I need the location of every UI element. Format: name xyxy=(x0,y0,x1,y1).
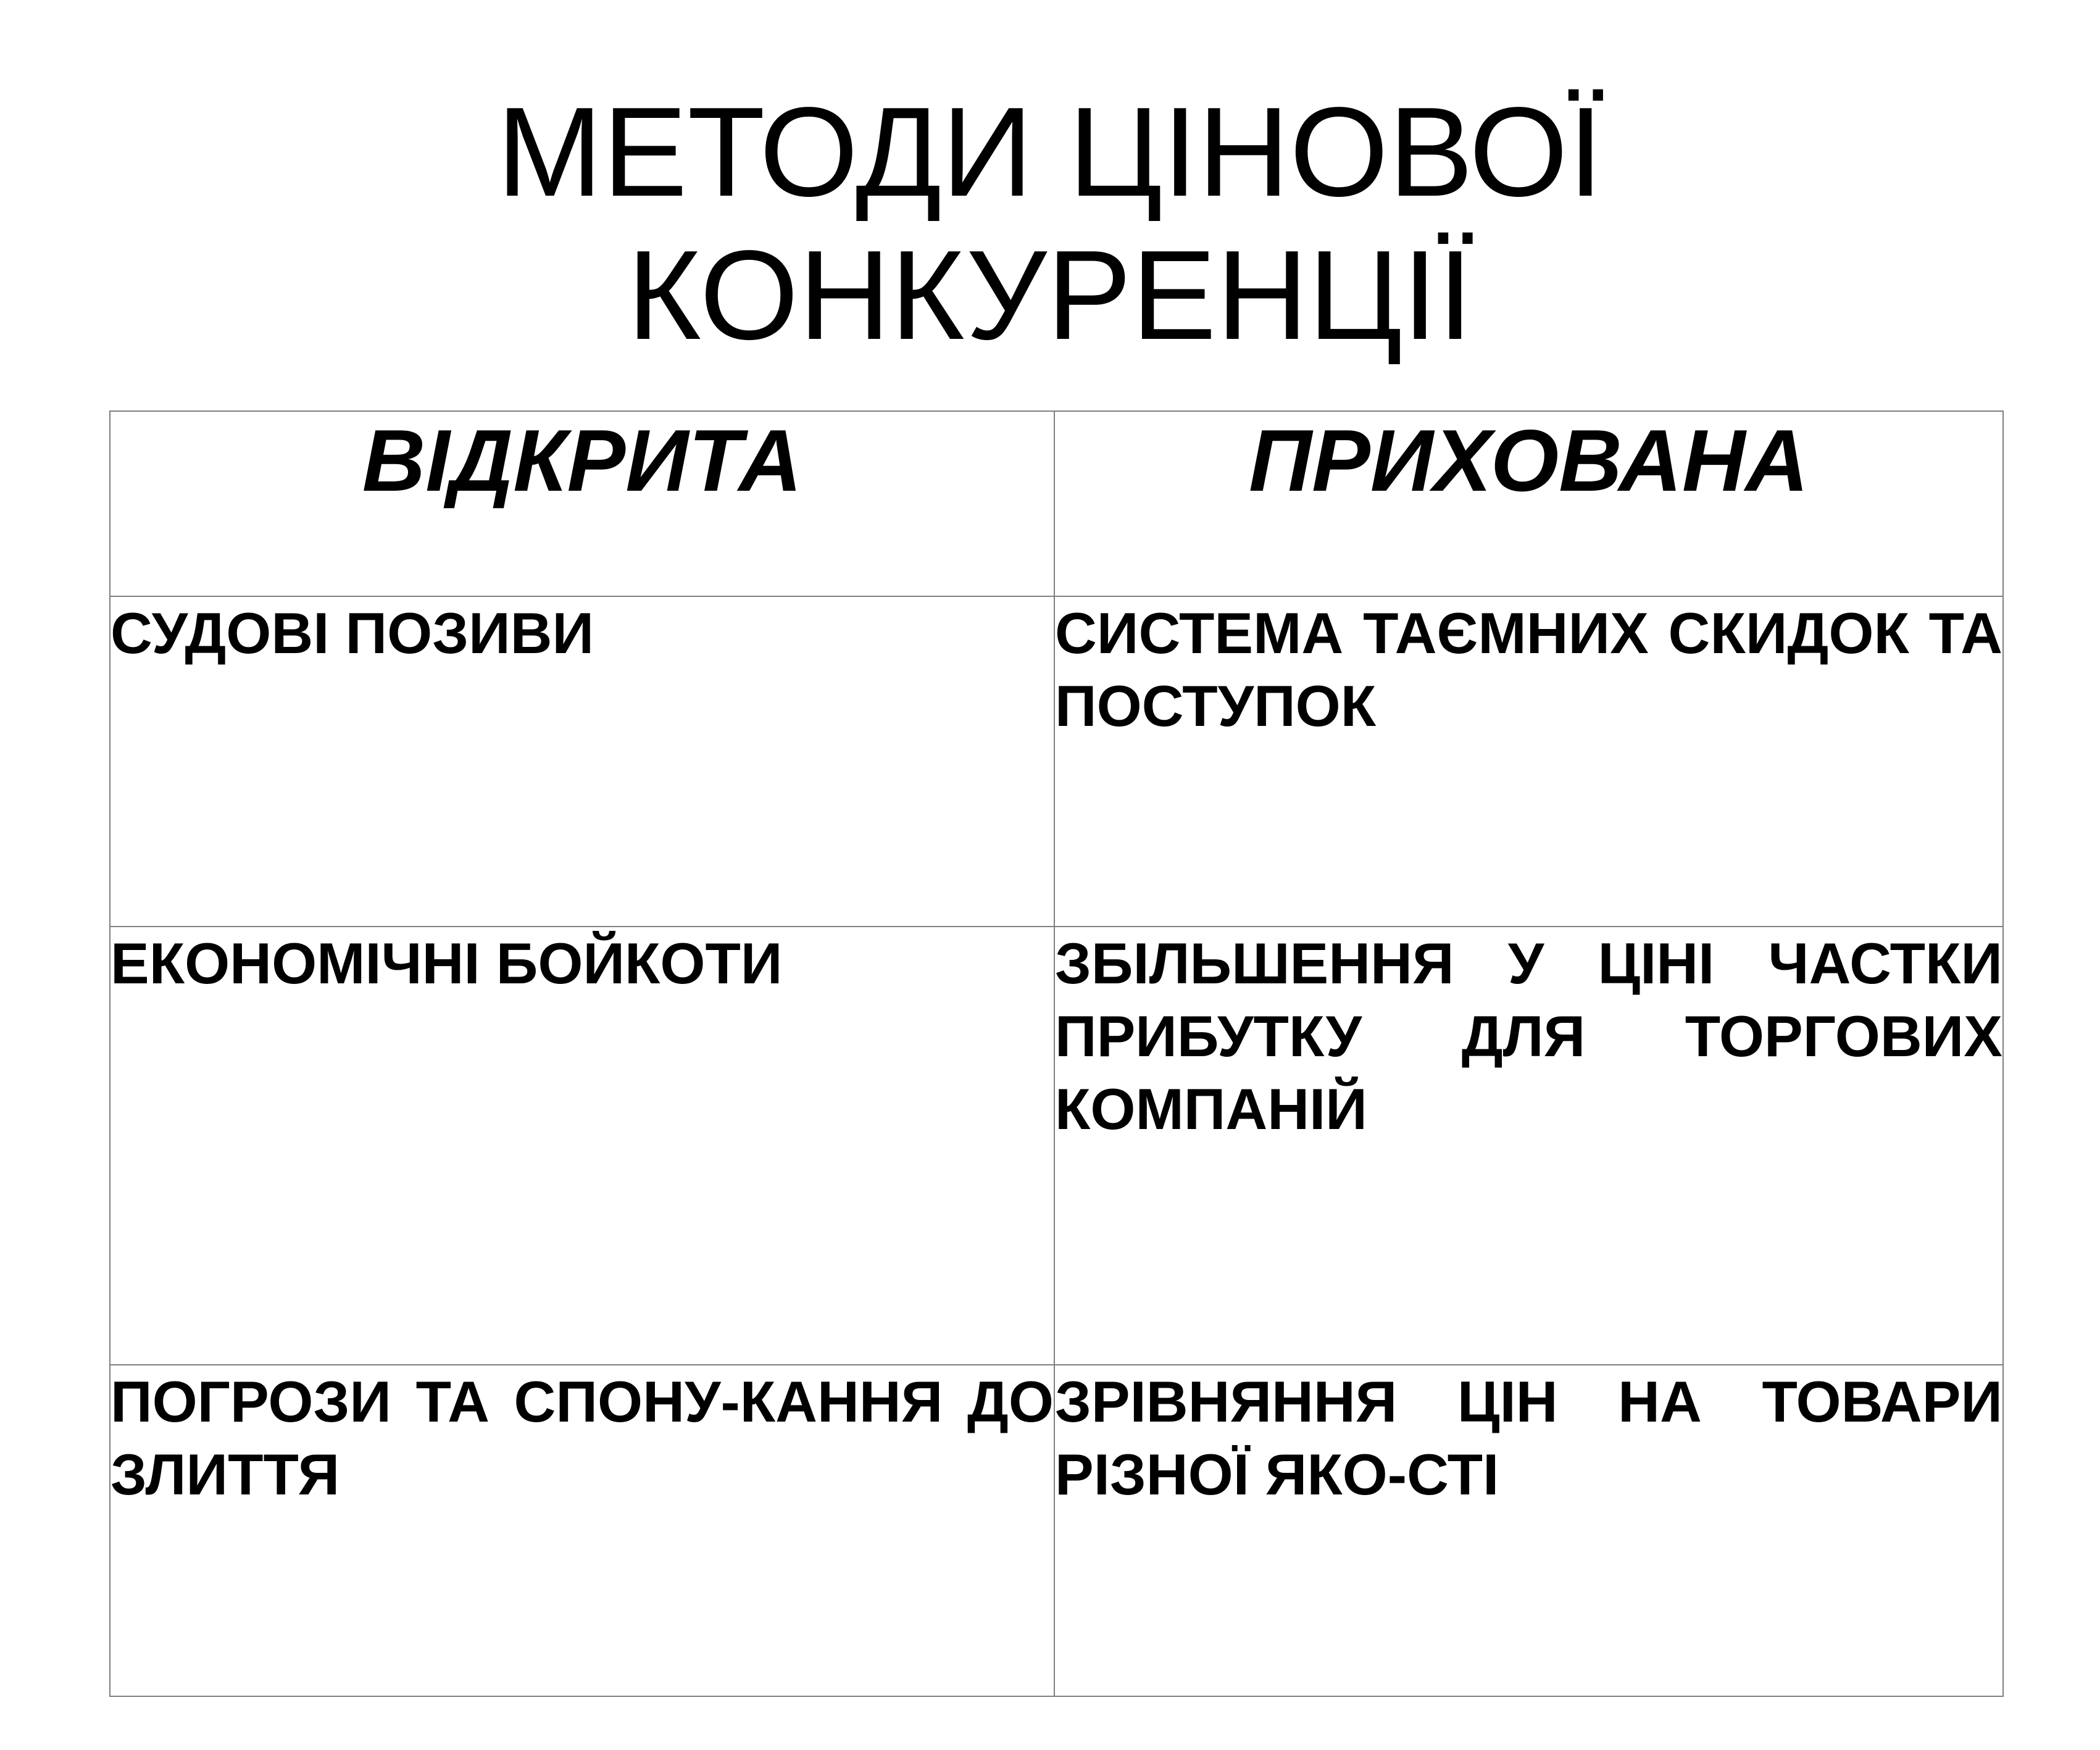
table-header-row xyxy=(110,411,2003,596)
table-cell-hidden: ЗБІЛЬШЕННЯ У ЦІНІ ЧАСТКИ ПРИБУТКУ ДЛЯ ТОРГОВИХ КОМПАНІЙ xyxy=(1054,927,2003,1365)
page-title-line-1: МЕТОДИ ЦІНОВОЇ xyxy=(496,81,1604,223)
table-cell-hidden: ЗРІВНЯННЯ ЦІН НА ТОВАРИ РІЗНОЇ ЯКО-СТІ xyxy=(1054,1365,2003,1696)
column-header-open: ВІДКРИТА xyxy=(110,411,1054,596)
page-title xyxy=(0,80,2100,367)
price-competition-methods-table xyxy=(109,410,2004,1697)
table-cell-open: СУДОВІ ПОЗИВИ xyxy=(110,596,1054,927)
table-row xyxy=(110,927,2003,1365)
page-title-line-2: КОНКУРЕНЦІЇ xyxy=(627,224,1473,366)
table-cell-hidden: СИСТЕМА ТАЄМНИХ СКИДОК ТА ПОСТУПОК xyxy=(1054,596,2003,927)
table-cell-open: ЕКОНОМІЧНІ БОЙКОТИ xyxy=(110,927,1054,1365)
table-row xyxy=(110,1365,2003,1696)
column-header-hidden: ПРИХОВАНА xyxy=(1054,411,2003,596)
table-row xyxy=(110,596,2003,927)
table-cell-open: ПОГРОЗИ ТА СПОНУ-КАННЯ ДО ЗЛИТТЯ xyxy=(110,1365,1054,1696)
